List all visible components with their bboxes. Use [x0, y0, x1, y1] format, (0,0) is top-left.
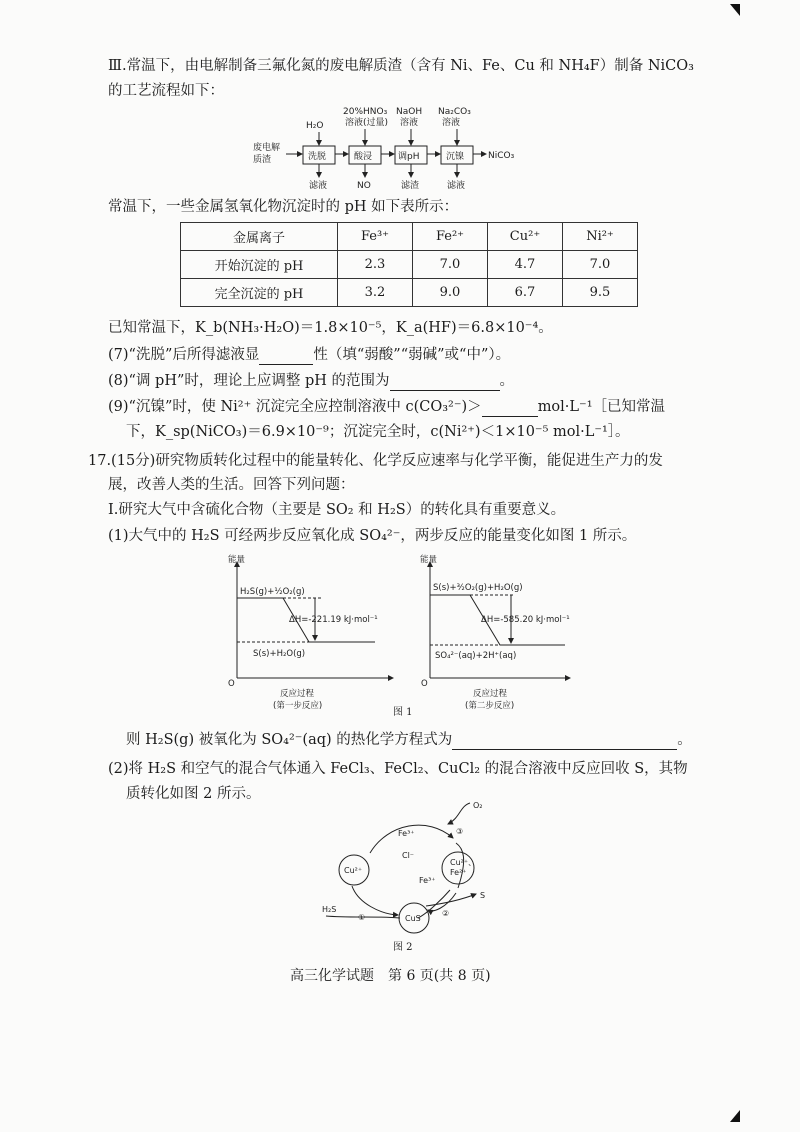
q17-part1: Ⅰ.研究大气中含硫化合物（主要是 SO₂ 和 H₂S）的转化具有重要意义。 [108, 502, 566, 518]
table-row [181, 251, 638, 279]
fig2-step3: ③ [456, 827, 464, 836]
q1-answer-text: 则 H₂S(g) 被氧化为 SO₄²⁻(aq) 的热化学方程式为 [126, 732, 453, 748]
table-header-cell: Ni²⁺ [563, 223, 638, 251]
fig2-fe3-top: Fe³⁺ [398, 829, 415, 838]
flow-input-1: H₂O [306, 121, 324, 131]
table-header-cell: Fe³⁺ [338, 223, 413, 251]
table-cell: 4.7 [488, 251, 563, 279]
section3-line1: Ⅲ.常温下，由电解制备三氟化氮的废电解质渣（含有 Ni、Fe、Cu 和 NH₄F）制备 NiCO₃ [108, 58, 694, 74]
q17-line1: 17.(15分)研究物质转化过程中的能量转化、化学反应速率与化学平衡，能促进生产力的发 [88, 453, 663, 469]
fig2-cu: Cu²⁺ [344, 866, 363, 875]
flow-start-2: 质渣 [253, 155, 272, 165]
fig1-right-origin: O [421, 679, 428, 689]
answer-blank[interactable] [452, 735, 677, 750]
q8-text: (8)“调 pH”时，理论上应调整 pH 的范围为 [108, 373, 390, 389]
fig2-cus: CuS [405, 914, 421, 923]
sub2-line2: 质转化如图 2 所示。 [126, 786, 261, 802]
q9-text-end: mol·L⁻¹［已知常温 [537, 399, 666, 415]
flow-input-4a: Na₂CO₃ [438, 107, 471, 117]
table-cell: 9.5 [563, 279, 638, 307]
corner-mark-top [728, 2, 742, 18]
flow-output-2: NO [357, 181, 371, 191]
page-footer: 高三化学试题 第 6 页(共 8 页) [290, 968, 491, 984]
fig1-right-dh: ΔH=-585.20 kJ·mol⁻¹ [481, 615, 570, 625]
table-cell: 开始沉淀的 pH [181, 251, 338, 279]
figure-2-cycle-diagram [318, 798, 498, 943]
fig1-left-caption: (第一步反应) [273, 701, 323, 711]
fig2-step2: ② [442, 909, 450, 918]
answer-blank[interactable] [482, 402, 538, 417]
fig1-left-dh: ΔH=-221.19 kJ·mol⁻¹ [289, 615, 378, 625]
table-cell: 3.2 [338, 279, 413, 307]
fig1-left-origin: O [228, 679, 235, 689]
table-row [181, 279, 638, 307]
flow-step-4: 沉镍 [446, 152, 465, 162]
question-9-line1 [108, 397, 665, 417]
q1-answer-line [126, 730, 692, 750]
flow-input-3a: NaOH [396, 107, 423, 117]
corner-mark-bottom [728, 1108, 742, 1124]
fig2-mix-2: Fe²⁺ [450, 868, 467, 877]
flow-step-2: 酸浸 [354, 152, 373, 162]
fig1-left-top: H₂S(g)+½O₂(g) [240, 587, 305, 597]
table-cell: 完全沉淀的 pH [181, 279, 338, 307]
table-cell: 6.7 [488, 279, 563, 307]
q1-answer-end: 。 [677, 732, 692, 748]
table-cell: 7.0 [563, 251, 638, 279]
flow-step-1: 洗脱 [308, 152, 327, 162]
fig2-cl: Cl⁻ [402, 851, 415, 860]
fig1-right-bottom: SO₄²⁻(aq)+2H⁺(aq) [435, 651, 517, 661]
table-cell: 7.0 [413, 251, 488, 279]
q17-line2: 展，改善人类的生活。回答下列问题： [108, 477, 355, 493]
section3-line2: 的工艺流程如下： [108, 83, 224, 99]
table-header-cell: Fe²⁺ [413, 223, 488, 251]
sub2-line1: (2)将 H₂S 和空气的混合气体通入 FeCl₃、FeCl₂、CuCl₂ 的混合溶液中反应回收 S，其物 [108, 761, 688, 777]
fig1-left-ylabel: 能量 [228, 555, 246, 565]
q9-text: (9)“沉镍”时，使 Ni²⁺ 沉淀完全应控制溶液中 c(CO₃²⁻)＞ [108, 399, 482, 415]
fig2-mix-1: Cu²⁺、 [450, 858, 477, 867]
question-7 [108, 345, 510, 365]
question-8 [108, 371, 514, 391]
flow-input-4b: 溶液 [442, 118, 461, 128]
fig2-fe3-bottom: Fe³⁺ [419, 876, 436, 885]
fig1-caption: 图 1 [393, 707, 413, 718]
answer-blank[interactable] [390, 376, 500, 391]
flow-step-3: 调pH [398, 152, 420, 162]
table-intro: 常温下，一些金属氢氧化物沉淀时的 pH 如下表所示： [108, 199, 459, 215]
flow-product: NiCO₃ [488, 151, 515, 161]
fig1-left-xlabel: 反应过程 [280, 689, 315, 699]
fig2-caption: 图 2 [393, 942, 413, 953]
fig1-right-ylabel: 能量 [420, 555, 438, 565]
flow-input-2b: 溶液(过量) [345, 118, 389, 128]
flow-start-1: 废电解 [253, 143, 281, 153]
fig2-step1: ① [358, 913, 366, 922]
fig2-s: S [480, 891, 486, 900]
flow-input-2a: 20%HNO₃ [343, 107, 388, 117]
q7-text: (7)“洗脱”后所得滤液显 [108, 347, 260, 363]
q7-text-end: 性（填“弱酸”“弱碱”或“中”）。 [313, 347, 511, 363]
question-9-line2: 下，K_sp(NiCO₃)＝6.9×10⁻⁹；沉淀完全时，c(Ni²⁺)＜1×10⁻⁵ mol·L⁻¹］。 [126, 424, 630, 440]
table-cell: 9.0 [413, 279, 488, 307]
fig1-right-xlabel: 反应过程 [473, 689, 508, 699]
table-header-cell: Cu²⁺ [488, 223, 563, 251]
fig2-o2: O₂ [473, 801, 483, 810]
q8-text-end: 。 [499, 373, 515, 389]
flow-output-3: 滤渣 [401, 181, 420, 191]
process-flow-diagram [248, 104, 538, 194]
q17-sub1: (1)大气中的 H₂S 可经两步反应氧化成 SO₄²⁻，两步反应的能量变化如图 1 所示。 [108, 528, 637, 544]
fig1-right-caption: (第二步反应) [465, 701, 515, 711]
flow-input-3b: 溶液 [400, 118, 419, 128]
table-header-row [181, 223, 638, 251]
fig1-left-bottom: S(s)+H₂O(g) [253, 649, 306, 659]
fig2-h2s: H₂S [322, 905, 337, 914]
table-cell: 2.3 [338, 251, 413, 279]
known-constants: 已知常温下，K_b(NH₃·H₂O)＝1.8×10⁻⁵，K_a(HF)＝6.8×10⁻⁴。 [108, 320, 553, 336]
figure-1-energy-diagram [225, 550, 575, 718]
fig1-right-top: S(s)+³⁄₂O₂(g)+H₂O(g) [433, 583, 523, 593]
answer-blank[interactable] [259, 350, 313, 365]
flow-output-4: 滤液 [447, 181, 466, 191]
table-header-cell: 金属离子 [181, 223, 338, 251]
ph-table [180, 222, 638, 307]
flow-output-1: 滤液 [309, 181, 328, 191]
